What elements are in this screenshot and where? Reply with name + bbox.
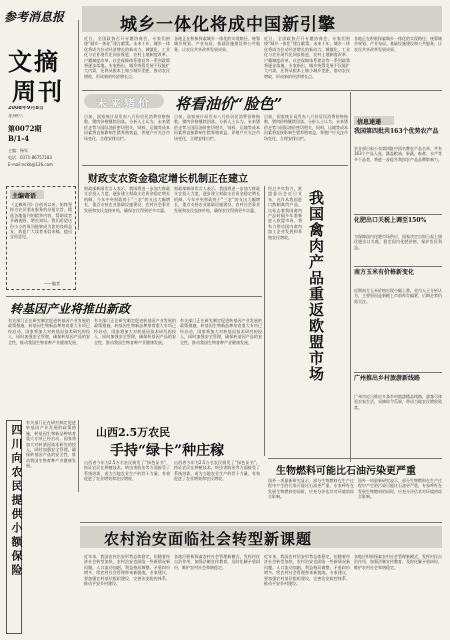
divider bbox=[354, 372, 442, 373]
divider bbox=[354, 214, 442, 215]
industry-body-2: 有关部门正在研究制定促进转基因产业发展的政策措施，转基因生物新品种培育重大专项已经启动，国家将加大对转基因技术研究的投入，同时加强安全管理，确保转基因产品的安全性，推动我国生物育种产业健康发展。 bbox=[94, 318, 176, 345]
issue-pages: B/1-4 bbox=[8, 134, 30, 143]
pork-headline: 我国禽肉产品重返欧盟市场 bbox=[307, 190, 325, 382]
issue-date: 2008年9月8日 bbox=[8, 106, 44, 111]
divider bbox=[264, 186, 265, 456]
editorial-sign: ——编者 bbox=[44, 281, 60, 286]
info-item-2-title: 化肥出口关税上调至150% bbox=[354, 217, 427, 224]
lead-body-1: 近日，全国政协召开专题协商会，专家们围绕“城乡一体化”建言献策。未来十年，城乡一体化将成为拉动经济增长的新动力。城镇化、工业化与农业现代化同步推进，农村土地制度改革、户籍制度改革、社会保障体系建设等一系列政策将逐步落地。专家指出，城乡统筹发展不仅能扩大内需，还将从根本上缩小城乡差距，推动农民增收，形成新的经济增长点。 bbox=[84, 36, 170, 79]
biofuel-body-1: 国外一项最新研究显示，部分生物燃料在生产过程中产生的污染可能比石油更严重，专家呼吁在发展生物燃料的同时，应充分评估其对环境的综合影响。 bbox=[268, 478, 354, 500]
banner-body-3: 日前，国家统计局发布八月份居民消费价格指数，猪肉价格继续回落。分析人士认为，未来猪价走势与国际油价密切相关，饲料、运输等成本因素将直接影响生猪养殖效益，养殖户应关注市场变化，合理安排出栏。 bbox=[264, 114, 348, 141]
divider bbox=[268, 458, 442, 459]
finance-headline: 财政支农资金稳定增长机制正在建立 bbox=[88, 174, 248, 185]
editor-line: 主编：杨军 bbox=[8, 148, 28, 153]
paper-name: 参考消息报 bbox=[4, 10, 65, 24]
editorial-tag: 主编寄语 bbox=[12, 193, 37, 200]
editorial-body: 《文摘周刊》自创刊以来，始终坚持为农民朋友服务的办报宗旨，精选各地报刊的精华内容，帮助读者开阔视野、增长知识。我们希望这份小小的周刊能够成为您的良师益友，欢迎广大读者来信来稿，提出宝贵意见。 bbox=[10, 202, 72, 240]
section-title bbox=[8, 42, 76, 106]
bottom-body-1: 近年来，我国农村治安形势总体稳定，但随着经济社会转型加快，农村治安也面临一些新情况新问题。人口流动加剧、利益格局调整、矛盾纠纷增多，给农村社会管理带来新挑战。专家建议，要加强农村基层组织建设，完善治安防控体系，推动平安乡村建设。 bbox=[84, 554, 170, 587]
divider bbox=[80, 522, 442, 523]
finance-body-2: 财政部新闻发言人表示，我国将进一步加大财政支农投入力度，逐步建立财政支农资金稳定增长机制。今年中央财政用于“三农”的支出大幅增长，重点支持农业基础设施建设、农村社会事业发展和农民直接补贴，确保农民得到更多实惠。 bbox=[174, 186, 260, 213]
shanxi-headline-a: 山西2.5万农民 bbox=[96, 426, 171, 439]
divider bbox=[78, 420, 79, 492]
lead-body-4: 各地正在积极探索城乡一体化的实现路径，统筹城乡规划、产业布局、基础设施建设和公共服务，让农民共享改革发展成果。 bbox=[354, 36, 442, 52]
issue-number: 第0072期 bbox=[8, 124, 42, 133]
banner-kicker: 未来猪价 bbox=[96, 97, 152, 110]
bottom-headline: 农村治安面临社会转型新课题 bbox=[104, 530, 313, 548]
lead-body-2: 各地正在积极探索城乡一体化的实现路径，统筹城乡规划、产业布局、基础设施建设和公共服务，让农民共享改革发展成果。 bbox=[174, 36, 260, 52]
bottom-body-3: 近年来，我国农村治安形势总体稳定，但随着经济社会转型加快，农村治安也面临一些新情况新问题。人口流动加剧、利益格局调整、矛盾纠纷增多，给农村社会管理带来新挑战。专家建议，要加强农村基层组织建设，完善治安防控体系，推动平安乡村建设。 bbox=[264, 554, 350, 587]
divider bbox=[82, 90, 442, 91]
divider bbox=[350, 92, 351, 462]
industry-body-1: 有关部门正在研究制定促进转基因产业发展的政策措施，转基因生物新品种培育重大专项已经启动，国家将加大对转基因技术研究的投入，同时加强安全管理，确保转基因产品的安全性，推动我国生物育种产业健康发展。 bbox=[8, 318, 90, 345]
side-body: 有关部门正在研究制定促进转基因产业发展的政策措施，转基因生物新品种培育重大专项已经启动，国家将加大对转基因技术研究的投入，同时加强安全管理，确保转基因产品的安全性，推动我国生物育种产业健康发展。 bbox=[26, 420, 76, 469]
section-title-b: 周刊 bbox=[12, 77, 64, 106]
side-vertical-label: 四川向农民提供小额保险 bbox=[10, 424, 23, 578]
lead-body-3: 近日，全国政协召开专题协商会，专家们围绕“城乡一体化”建言献策。未来十年，城乡一体化将成为拉动经济增长的新动力。城镇化、工业化与农业现代化同步推进，农村土地制度改革、户籍制度改革、社会保障体系建设等一系列政策将逐步落地。专家指出，城乡统筹发展不仅能扩大内需，还将从根本上缩小城乡差距，推动农民增收，形成新的经济增长点。 bbox=[264, 36, 350, 79]
info-item-4-title: 广州推出乡村旅游新线路 bbox=[354, 375, 421, 382]
section-title-a: 文摘 bbox=[8, 47, 60, 76]
industry-body-3: 有关部门正在研究制定促进转基因产业发展的政策措施，转基因生物新品种培育重大专项已经启动，国家将加大对转基因技术研究的投入，同时加强安全管理，确保转基因产品的安全性，推动我国生物育种产业健康发展。 bbox=[180, 318, 262, 345]
info-item-2-body: 为保障国内化肥市场供应，国家决定自即日起上调化肥出口关税，稳定国内化肥价格，保护农民利益。 bbox=[354, 234, 442, 250]
info-item-4-body: 广州市近日推出多条乡村旅游精品线路，游客可体验农家生活、采摘时令瓜果，带动当地农民增收致富。 bbox=[354, 394, 442, 410]
bottom-body-4: 各地应积极探索农村社会管理新模式，发挥村民自治作用，加强法制宣传教育，及时化解矛盾纠纷，维护农村社会和谐稳定。 bbox=[354, 554, 442, 570]
divider bbox=[6, 296, 262, 297]
shanxi-headline-b: 手持“绿卡”种庄稼 bbox=[110, 443, 225, 459]
pork-body-1: 经过多年努力，欧盟委员会近日宣布，允许从我国进口熟制禽肉产品，这标志着我国禽肉产品时隔多年重新进入欧盟市场，将有力带动国内禽肉加工企业发展和养殖农民增收。 bbox=[268, 186, 302, 240]
divider bbox=[78, 20, 79, 230]
finance-body-1: 财政部新闻发言人表示，我国将进一步加大财政支农投入力度，逐步建立财政支农资金稳定增长机制。今年中央财政用于“三农”的支出大幅增长，重点支持农业基础设施建设、农村社会事业发展和农民直接补贴，确保农民得到更多实惠。 bbox=[84, 186, 170, 213]
bottom-body-2: 各地应积极探索农村社会管理新模式，发挥村民自治作用，加强法制宣传教育，及时化解矛盾纠纷，维护农村社会和谐稳定。 bbox=[174, 554, 260, 570]
industry-headline: 转基因产业将推出新政 bbox=[10, 302, 131, 316]
divider bbox=[354, 266, 442, 267]
info-item-3-title: 南方玉米有价格新变化 bbox=[354, 269, 415, 276]
shanxi-body-1: 山西省今年为2.5万名农民颁发了“绿色证书”，持证农民在种植技术、病虫害防治等方面接受了系统培训，成为当地农业生产的骨干力量，有效促进了农业增效和农民增收。 bbox=[84, 460, 170, 482]
info-item-1-title: 我国第四批共163个优势农产品 bbox=[354, 128, 439, 135]
right-col-tag: 信息速递 bbox=[357, 119, 382, 126]
info-item-1-body: 农业部日前公布第四批中国名牌农产品名单，共有163个产品入选，涵盖粮油、果蔬、畜禽、水产等多个品类，将进一步提升我国农产品品牌影响力。 bbox=[354, 146, 442, 162]
biofuel-body-2: 国外一项最新研究显示，部分生物燃料在生产过程中产生的污染可能比石油更严重，专家呼吁在发展生物燃料的同时，应充分评估其对环境的综合影响。 bbox=[358, 478, 442, 500]
biofuel-headline: 生物燃料可能比石油污染更严重 bbox=[276, 466, 416, 477]
banner-headline: 将看油价“脸色” bbox=[175, 95, 283, 113]
info-item-3-body: 近期南方玉米价格出现小幅上涨，业内人士分析认为，主要原因是新粮上市前库存偏紧，后期走势仍需关注。 bbox=[354, 288, 442, 304]
phone-line: 电话：0371-86757183 bbox=[8, 155, 52, 160]
issue-weekday: 星期六 bbox=[8, 114, 24, 119]
email-line: E-mail:nckb@126.com bbox=[8, 162, 53, 167]
lead-headline: 城乡一体化将成中国新引擎 bbox=[120, 15, 336, 35]
banner-body-1: 日前，国家统计局发布八月份居民消费价格指数，猪肉价格继续回落。分析人士认为，未来猪价走势与国际油价密切相关，饲料、运输等成本因素将直接影响生猪养殖效益，养殖户应关注市场变化，合理安排出栏。 bbox=[84, 114, 170, 141]
shanxi-body-2: 山西省今年为2.5万名农民颁发了“绿色证书”，持证农民在种植技术、病虫害防治等方面接受了系统培训，成为当地农业生产的骨干力量，有效促进了农业增效和农民增收。 bbox=[174, 460, 260, 482]
banner-body-2: 日前，国家统计局发布八月份居民消费价格指数，猪肉价格继续回落。分析人士认为，未来猪价走势与国际油价密切相关，饲料、运输等成本因素将直接影响生猪养殖效益，养殖户应关注市场变化，合理安排出栏。 bbox=[174, 114, 260, 141]
divider bbox=[82, 165, 348, 166]
